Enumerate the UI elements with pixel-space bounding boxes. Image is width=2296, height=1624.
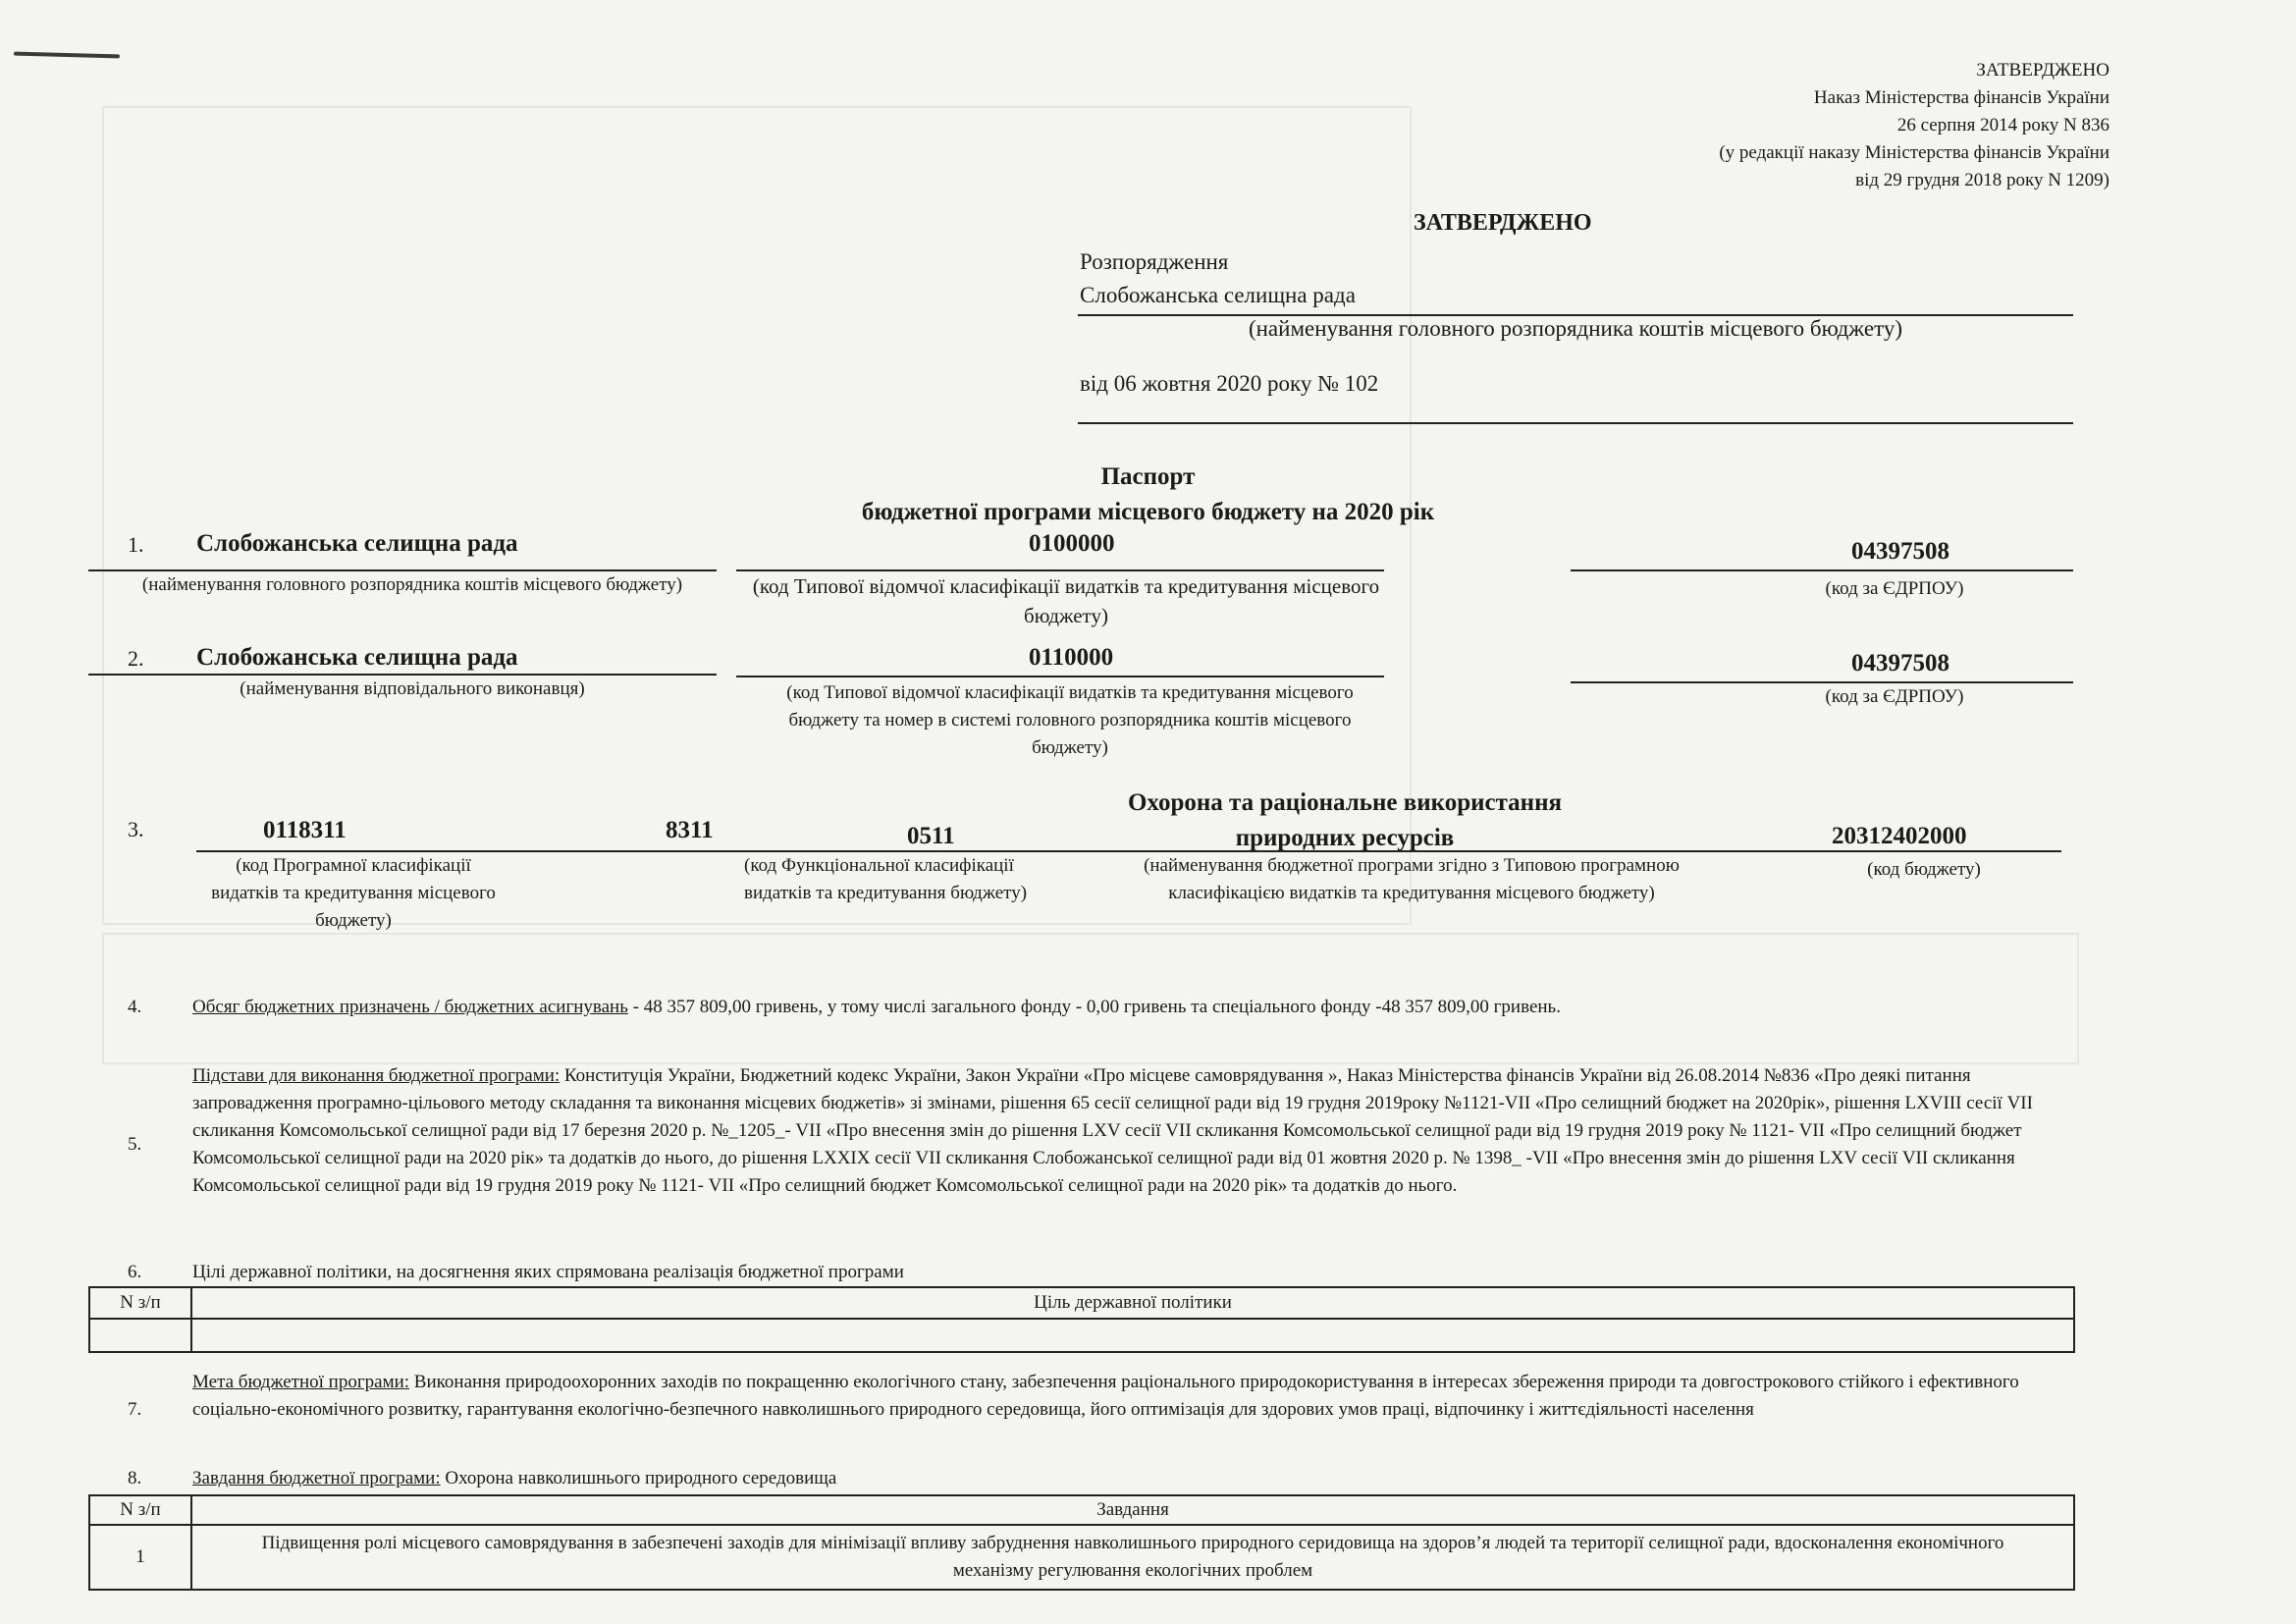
underline: [1078, 422, 2073, 424]
underline: [1571, 569, 2073, 571]
grounds-text: Конституція України, Бюджетний кодекс України, Закон України «Про місцеве самоврядування », Наказ Міністерства фінансів України від 26.08.2014 №836 «Про деякі питання запровадження програмно-цільового методу складання та виконання місцевих бюджетів» зі змінами, рішення 65 сесії селищної ради від 19 грудня 2019року №1121-VII «Про селищний бюджет на 2020рік», рішення LXVIII сесії VII скликання Комсомольської селищної ради від 17 березня 2020 р. №_1205_- VII «Про внесення змін до рішення LXV сесії VII скликання Комсомольської селищної ради від 19 грудня 2019 року № 1121- VII «Про селищний бюджет Комсомольської селищної ради на 2020 рік» та додатків до нього, до рішення LXXIX сесії VII скликання Слобожанської селищної ради від 01 жовтня 2020 р. № 1398_ -VII «Про внесення змін до рішення LXV сесії VII скликання Комсомольської селищної ради від 19 грудня 2019 року № 1121- VII «Про селищний бюджет Комсомольської селищної ради на 2020 рік» та додатків до нього.: [192, 1065, 2033, 1196]
disposition-date: від 06 жовтня 2020 року № 102: [1080, 371, 1379, 396]
council-name: Слобожанська селищна рада: [1080, 283, 1356, 307]
main-manager-name: Слобожанська селищна рада: [196, 530, 518, 557]
allocation-text: - 48 357 809,00 гривень, у тому числі загального фонду - 0,00 гривень та спеціального фонду -48 357 809,00 гривень.: [627, 997, 1561, 1017]
field-note: (код за ЄДРПОУ): [1825, 686, 1964, 707]
approval-reference: [1719, 57, 2109, 194]
approved-heading: ЗАТВЕРДЖЕНО: [1414, 210, 1592, 236]
table-header-row: [89, 1287, 2074, 1319]
order-line: від 29 грудня 2018 року N 1209): [1855, 170, 2109, 190]
field-note: (найменування бюджетної програми згідно з Типовою програмною класифікацією видатків та кредитування місцевого бюджету): [1144, 855, 1680, 903]
row-number: 1.: [128, 532, 144, 557]
approved-label: ЗАТВЕРДЖЕНО: [1976, 60, 2109, 81]
field-note: (найменування головного розпорядника коштів місцевого бюджету): [141, 574, 683, 595]
program-aim-paragraph: [192, 1369, 2038, 1424]
item-number: 4.: [128, 997, 142, 1017]
task-text: Підвищення ролі місцевого самоврядування в забезпечені заходів для мінімізації впливу забруднення навколишнього природного серидовища на здоров’я людей та території селищної ради, вдосконалення економічного механізму регулювання екологічних проблем: [191, 1525, 2074, 1590]
table-cell: [191, 1319, 2074, 1352]
typical-program-code: 8311: [666, 817, 714, 843]
scan-mark: [14, 52, 120, 59]
field-note: (код бюджету): [1867, 859, 1981, 880]
grounds-paragraph: [192, 1062, 2048, 1200]
title-line: бюджетної програми місцевого бюджету на 2020 рік: [861, 499, 1435, 525]
council-note: (найменування головного розпорядника коштів місцевого бюджету): [1248, 316, 1903, 341]
table-row: [89, 1319, 2074, 1352]
order-line: Наказ Міністерства фінансів України: [1813, 87, 2109, 108]
edrpou-code: 04397508: [1851, 650, 1949, 677]
executor-name: Слобожанська селищна рада: [196, 644, 518, 671]
field-note: (найменування відповідального виконавця): [240, 678, 585, 699]
edrpou-code: 04397508: [1851, 538, 1949, 565]
row-number: 3.: [128, 817, 144, 841]
task-number: 1: [89, 1525, 191, 1590]
functional-code: 0511: [907, 823, 955, 849]
col-header-goal: Ціль державної політики: [191, 1287, 2074, 1319]
col-header-number: N з/п: [89, 1495, 191, 1525]
disposition-block: [1080, 245, 1356, 312]
col-header-task: Завдання: [191, 1495, 2074, 1525]
title-line: Паспорт: [1100, 463, 1196, 490]
order-line: 26 серпня 2014 року N 836: [1896, 115, 2109, 135]
department-code: 0110000: [1029, 644, 1114, 671]
order-line: (у редакції наказу Міністерства фінансів України: [1719, 142, 2109, 163]
program-code: 0118311: [263, 817, 347, 843]
program-tasks-text: Охорона навколишнього природного середовища: [440, 1468, 837, 1489]
table-header-row: [89, 1495, 2074, 1525]
policy-goals-label: Цілі державної політики, на досягнення яких спрямована реалізація бюджетної програми: [192, 1262, 904, 1282]
department-code: 0100000: [1029, 530, 1115, 557]
field-note: (код Типової відомчої класифікації видатків та кредитування місцевого бюджету та номер в системі головного розпорядника коштів місцевого бюджету): [786, 682, 1354, 758]
col-header-number: N з/п: [89, 1287, 191, 1319]
program-aim-text: Виконання природоохоронних заходів по покращенню екологічного стану, забезпечення раціонального природокористування в інтересах збереження природи та довгострокового стійкого і ефективного соціально-економічного розвитку, гарантування екологічно-безпечного навколишнього природного середовища, його оптимізація для здорових умов праці, відпочинку і життєдіяльності населення: [192, 1372, 2019, 1420]
program-tasks-table: [88, 1494, 2075, 1591]
item-number: 5.: [128, 1134, 142, 1155]
item-number: 7.: [128, 1399, 142, 1420]
allocation-paragraph: [192, 994, 2077, 1021]
program-tasks-label: Завдання бюджетної програми:: [192, 1468, 441, 1489]
row-number: 2.: [128, 646, 144, 671]
grounds-label: Підстави для виконання бюджетної програми:: [192, 1065, 561, 1086]
allocation-label: Обсяг бюджетних призначень / бюджетних асигнувань: [192, 997, 628, 1017]
program-aim-label: Мета бюджетної програми:: [192, 1372, 410, 1392]
field-note: (код Типової відомчої класифікації видатків та кредитування місцевого бюджету): [752, 574, 1380, 627]
budget-code: 20312402000: [1832, 823, 1967, 849]
item-number: 6.: [128, 1262, 142, 1282]
disposition-label: Розпорядження: [1080, 249, 1229, 274]
item-number: 8.: [128, 1468, 142, 1489]
underline: [736, 676, 1384, 677]
field-note: (код Функціональної класифікації видатків та кредитування бюджету): [744, 855, 1028, 903]
table-row: [89, 1525, 2074, 1590]
document-title: [0, 460, 2296, 530]
program-tasks-line: [192, 1465, 836, 1492]
program-name: Охорона та раціональне використання природних ресурсів: [1127, 789, 1563, 851]
field-note: (код за ЄДРПОУ): [1825, 578, 1964, 599]
policy-goals-table: [88, 1286, 2075, 1353]
field-note: (код Програмної класифікації видатків та кредитування місцевого бюджету): [211, 855, 496, 931]
table-cell: [89, 1319, 191, 1352]
